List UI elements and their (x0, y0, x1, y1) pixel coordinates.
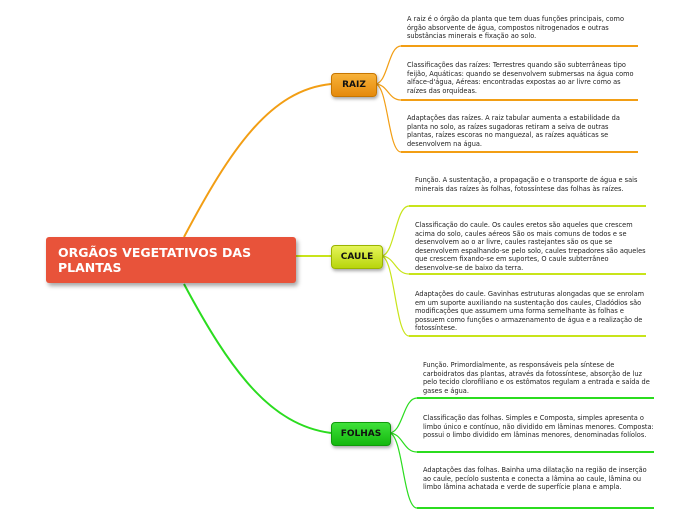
branch-folhas-label: FOLHAS (340, 429, 382, 439)
note-raiz-2[interactable]: Classificações das raízes: Terrestres quando são subterrâneas tipo feijão, Aquáticas: quando se desenvolvem submersas na água como alface-d'água, Aéreas: encontradas expostas ao ar livre como as raízes das orquídeas. (407, 61, 634, 95)
connector-folhas-note-3 (389, 433, 417, 508)
connector-caule-note-3 (381, 256, 409, 336)
note-folhas-1[interactable]: Função. Primordialmente, as responsáveis pela síntese de carboidratos das plantas, através da fotossíntese, absorção de luz pelo tecido clorofiliano e os estômatos regulam a entrada e saída de gases e água. (423, 361, 650, 395)
note-folhas-2[interactable]: Classificação das folhas. Simples e Composta, simples apresenta o limbo único e contínuo, não dividido em lâminas menores. Composta: possui o limbo dividido em lâminas menores, denominadas folíolos. (423, 414, 654, 440)
note-raiz-1[interactable]: A raiz é o órgão da planta que tem duas funções principais, como órgão absorvente de água, compostos nitrogenados e outras substâncias minerais e fixação ao solo. (407, 15, 625, 41)
note-raiz-3[interactable]: Adaptações das raízes. A raiz tabular aumenta a estabilidade da planta no solo, as raízes sugadoras retiram a seiva de outras plantas, raízes escoras no manguezal, as raízes aquáticas se desenvolvem na água. (407, 114, 620, 148)
note-folhas-3[interactable]: Adaptações das folhas. Bainha uma dilatação na região de inserção ao caule, pecíolo sustenta e conecta a lâmina ao caule, lâmina ou limbo lâmina achatada e verde de superfície plana e ampla. (423, 466, 647, 492)
note-caule-1[interactable]: Função. A sustentação, a propagação e o transporte de água e sais minerais das raízes às folhas, fotossíntese das folhas às raízes. (415, 176, 638, 193)
connector-raiz-note-3 (375, 84, 401, 152)
branch-raiz[interactable] (331, 73, 377, 97)
central-topic[interactable] (46, 237, 296, 283)
branch-caule-label: CAULE (340, 252, 374, 262)
connector-raiz-note-1 (375, 46, 401, 84)
note-caule-2[interactable]: Classificação do caule. Os caules eretos são aqueles que crescem acima do solo, caules aéreos São os mais comuns de todos e se desenvolvem ao o ar livre, caules rastejantes são os que se desenvolvem espalhando-se pelo solo, caules trepadores são aqueles que crescem fixando-se em suportes, O caule subterrâneo desenvolve-se de baixo da terra. (415, 221, 646, 272)
connector-central-raiz (184, 84, 331, 237)
connector-central-folhas (184, 284, 331, 433)
connector-caule-note-1 (381, 206, 409, 256)
central-topic-title: ORGÃOS VEGETATIVOS DAS PLANTAS (58, 245, 252, 275)
branch-caule[interactable] (331, 245, 383, 269)
connector-folhas-note-1 (389, 398, 417, 433)
note-caule-3[interactable]: Adaptações do caule. Gavinhas estruturas alongadas que se enrolam em um suporte auxiliando na sustentação dos caules, Cladódios são modificações que assumem uma forma semelhante às folhas e possuem como funções o armazenamento de água e a realização de fotossíntese. (415, 290, 645, 333)
branch-folhas[interactable] (331, 422, 391, 446)
branch-raiz-label: RAIZ (342, 80, 366, 90)
